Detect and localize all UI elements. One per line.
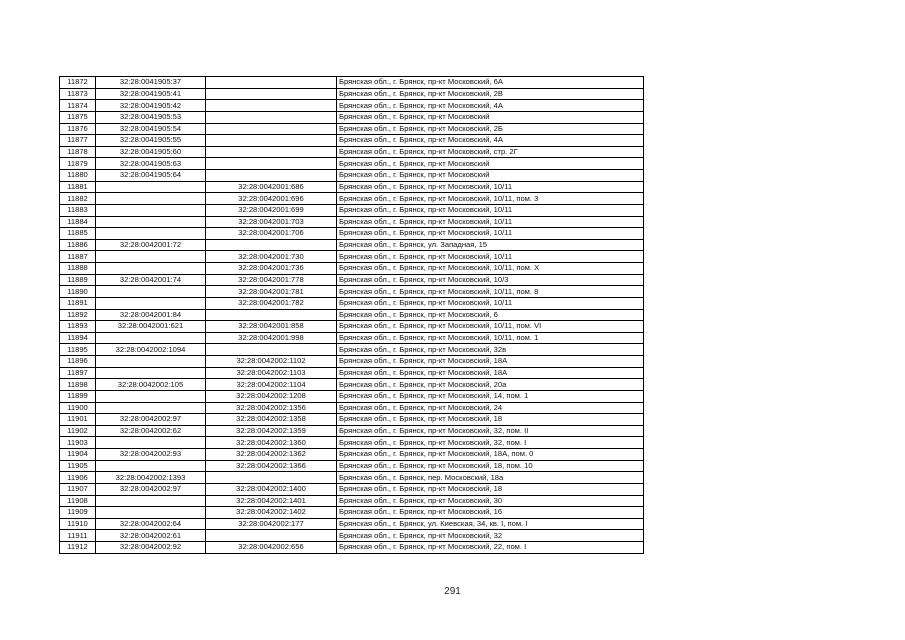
linked-cadastral-number-cell [206, 239, 337, 251]
address-cell: Брянская обл., г. Брянск, пр-кт Московский, 32, пом. II [337, 425, 644, 437]
linked-cadastral-number-cell: 32:28:0042001:696 [206, 193, 337, 205]
table-row [60, 274, 644, 286]
cadastral-number-cell: 32:28:0041905:41 [96, 88, 206, 100]
cadastral-number-cell [96, 286, 206, 298]
linked-cadastral-number-cell [206, 158, 337, 170]
table-row [60, 170, 644, 182]
cadastral-number-cell: 32:28:0041905:63 [96, 158, 206, 170]
cadastral-number-cell: 32:28:0042002:61 [96, 530, 206, 542]
table-row [60, 530, 644, 542]
address-cell: Брянская обл., г. Брянск, пр-кт Московский, 10/11, пом. 1 [337, 332, 644, 344]
cadastral-number-cell [96, 193, 206, 205]
row-number-cell: 11896 [60, 356, 96, 368]
cadastral-number-cell [96, 507, 206, 519]
table-row [60, 309, 644, 321]
cadastral-number-cell [96, 181, 206, 193]
linked-cadastral-number-cell [206, 100, 337, 112]
cadastral-number-cell: 32:28:0041905:55 [96, 135, 206, 147]
address-cell: Брянская обл., г. Брянск, пр-кт Московский, 10/11 [337, 228, 644, 240]
address-cell: Брянская обл., г. Брянск, пр-кт Московский [337, 170, 644, 182]
cadastral-number-cell: 32:28:0042002:1094 [96, 344, 206, 356]
linked-cadastral-number-cell: 32:28:0042002:1402 [206, 507, 337, 519]
cadastral-number-cell [96, 228, 206, 240]
linked-cadastral-number-cell: 32:28:0042001:730 [206, 251, 337, 263]
address-cell: Брянская обл., г. Брянск, пр-кт Московский, 10/11 [337, 181, 644, 193]
table-row [60, 332, 644, 344]
cadastral-number-cell: 32:28:0042002:97 [96, 414, 206, 426]
cadastral-number-cell [96, 390, 206, 402]
table-row [60, 507, 644, 519]
cadastral-number-cell [96, 263, 206, 275]
row-number-cell: 11893 [60, 321, 96, 333]
address-cell: Брянская обл., г. Брянск, пр-кт Московский, 32 [337, 530, 644, 542]
row-number-cell: 11877 [60, 135, 96, 147]
table-row [60, 495, 644, 507]
table-row [60, 181, 644, 193]
linked-cadastral-number-cell: 32:28:0042002:1400 [206, 483, 337, 495]
cadastral-number-cell: 32:28:0042002:64 [96, 518, 206, 530]
linked-cadastral-number-cell: 32:28:0042002:1360 [206, 437, 337, 449]
linked-cadastral-number-cell: 32:28:0042001:998 [206, 332, 337, 344]
table-row [60, 286, 644, 298]
cadastral-number-cell [96, 460, 206, 472]
linked-cadastral-number-cell [206, 146, 337, 158]
linked-cadastral-number-cell [206, 111, 337, 123]
table-row [60, 460, 644, 472]
row-number-cell: 11905 [60, 460, 96, 472]
row-number-cell: 11904 [60, 449, 96, 461]
cadastral-number-cell: 32:28:0042001:74 [96, 274, 206, 286]
cadastral-number-cell [96, 495, 206, 507]
table-row [60, 158, 644, 170]
row-number-cell: 11901 [60, 414, 96, 426]
linked-cadastral-number-cell: 32:28:0042001:699 [206, 204, 337, 216]
table-row [60, 239, 644, 251]
cadastral-number-cell [96, 216, 206, 228]
linked-cadastral-number-cell: 32:28:0042002:1208 [206, 390, 337, 402]
row-number-cell: 11892 [60, 309, 96, 321]
cadastral-number-cell: 32:28:0042002:62 [96, 425, 206, 437]
table-row [60, 472, 644, 484]
address-cell: Брянская обл., г. Брянск, пр-кт Московский, 2Б [337, 123, 644, 135]
address-cell: Брянская обл., г. Брянск, пр-кт Московский, 4А [337, 135, 644, 147]
address-cell: Брянская обл., г. Брянск, пр-кт Московский, 18 [337, 414, 644, 426]
address-cell: Брянская обл., г. Брянск, пр-кт Московский, 6 [337, 309, 644, 321]
address-cell: Брянская обл., г. Брянск, пр-кт Московский, стр. 2Г [337, 146, 644, 158]
linked-cadastral-number-cell [206, 472, 337, 484]
address-cell: Брянская обл., г. Брянск, пр-кт Московский, 24 [337, 402, 644, 414]
row-number-cell: 11898 [60, 379, 96, 391]
row-number-cell: 11884 [60, 216, 96, 228]
row-number-cell: 11878 [60, 146, 96, 158]
row-number-cell: 11902 [60, 425, 96, 437]
table-row [60, 437, 644, 449]
cadastral-number-cell: 32:28:0041905:42 [96, 100, 206, 112]
row-number-cell: 11883 [60, 204, 96, 216]
cadastral-number-cell [96, 437, 206, 449]
row-number-cell: 11911 [60, 530, 96, 542]
row-number-cell: 11885 [60, 228, 96, 240]
linked-cadastral-number-cell [206, 309, 337, 321]
cadastral-number-cell [96, 297, 206, 309]
table-row [60, 228, 644, 240]
table-row [60, 111, 644, 123]
address-cell: Брянская обл., г. Брянск, пр-кт Московский, 18 [337, 483, 644, 495]
row-number-cell: 11888 [60, 263, 96, 275]
table-row [60, 297, 644, 309]
row-number-cell: 11874 [60, 100, 96, 112]
table-row [60, 204, 644, 216]
address-cell: Брянская обл., г. Брянск, пр-кт Московский, 10/11 [337, 216, 644, 228]
linked-cadastral-number-cell: 32:28:0042002:1359 [206, 425, 337, 437]
row-number-cell: 11899 [60, 390, 96, 402]
cadastral-number-cell: 32:28:0041905:37 [96, 77, 206, 89]
cadastral-number-cell: 32:28:0042001:621 [96, 321, 206, 333]
address-cell: Брянская обл., г. Брянск, пр-кт Московский, 32, пом. I [337, 437, 644, 449]
table-row [60, 216, 644, 228]
address-cell: Брянская обл., г. Брянск, пр-кт Московский, 18А, пом. 0 [337, 449, 644, 461]
table-row [60, 542, 644, 554]
row-number-cell: 11894 [60, 332, 96, 344]
address-cell: Брянская обл., г. Брянск, пр-кт Московский, 18А [337, 367, 644, 379]
linked-cadastral-number-cell [206, 77, 337, 89]
linked-cadastral-number-cell: 32:28:0042001:706 [206, 228, 337, 240]
row-number-cell: 11879 [60, 158, 96, 170]
linked-cadastral-number-cell: 32:28:0042002:1104 [206, 379, 337, 391]
linked-cadastral-number-cell: 32:28:0042002:656 [206, 542, 337, 554]
row-number-cell: 11909 [60, 507, 96, 519]
table-row [60, 251, 644, 263]
row-number-cell: 11882 [60, 193, 96, 205]
cadastral-number-cell [96, 332, 206, 344]
table-row [60, 425, 644, 437]
address-cell: Брянская обл., г. Брянск, пр-кт Московский, 22, пом. I [337, 542, 644, 554]
address-cell: Брянская обл., г. Брянск, пр-кт Московский, 10/11, пом. VI [337, 321, 644, 333]
row-number-cell: 11903 [60, 437, 96, 449]
address-cell: Брянская обл., г. Брянск, пр-кт Московский, 20а [337, 379, 644, 391]
cadastral-number-cell: 32:28:0041905:64 [96, 170, 206, 182]
row-number-cell: 11912 [60, 542, 96, 554]
row-number-cell: 11897 [60, 367, 96, 379]
linked-cadastral-number-cell: 32:28:0042002:1358 [206, 414, 337, 426]
cadastral-table [59, 76, 644, 554]
row-number-cell: 11881 [60, 181, 96, 193]
cadastral-number-cell: 32:28:0042002:92 [96, 542, 206, 554]
address-cell: Брянская обл., г. Брянск, пр-кт Московский, 6А [337, 77, 644, 89]
table-row [60, 135, 644, 147]
cadastral-number-cell: 32:28:0042002:97 [96, 483, 206, 495]
linked-cadastral-number-cell [206, 135, 337, 147]
table-row [60, 344, 644, 356]
table-row [60, 390, 644, 402]
linked-cadastral-number-cell: 32:28:0042002:1362 [206, 449, 337, 461]
row-number-cell: 11887 [60, 251, 96, 263]
linked-cadastral-number-cell: 32:28:0042001:858 [206, 321, 337, 333]
table-row [60, 518, 644, 530]
address-cell: Брянская обл., г. Брянск, пер. Московский, 18а [337, 472, 644, 484]
row-number-cell: 11890 [60, 286, 96, 298]
row-number-cell: 11910 [60, 518, 96, 530]
table-row [60, 367, 644, 379]
linked-cadastral-number-cell: 32:28:0042002:1103 [206, 367, 337, 379]
linked-cadastral-number-cell: 32:28:0042002:1366 [206, 460, 337, 472]
linked-cadastral-number-cell [206, 530, 337, 542]
address-cell: Брянская обл., г. Брянск, пр-кт Московский, 4А [337, 100, 644, 112]
address-cell: Брянская обл., г. Брянск, ул. Киевская, 34, кв. I, пом. I [337, 518, 644, 530]
address-cell: Брянская обл., г. Брянск, пр-кт Московский, 14, пом. 1 [337, 390, 644, 402]
address-cell: Брянская обл., г. Брянск, пр-кт Московский, 10/11, пом. X [337, 263, 644, 275]
cadastral-number-cell [96, 356, 206, 368]
linked-cadastral-number-cell: 32:28:0042001:703 [206, 216, 337, 228]
row-number-cell: 11889 [60, 274, 96, 286]
address-cell: Брянская обл., г. Брянск, пр-кт Московский, 2В [337, 88, 644, 100]
page-number: 291 [444, 586, 461, 597]
cadastral-number-cell [96, 402, 206, 414]
address-cell: Брянская обл., г. Брянск, пр-кт Московский, 16 [337, 507, 644, 519]
row-number-cell: 11900 [60, 402, 96, 414]
table-row [60, 483, 644, 495]
address-cell: Брянская обл., г. Брянск, пр-кт Московский, 30 [337, 495, 644, 507]
cadastral-number-cell: 32:28:0042001:84 [96, 309, 206, 321]
row-number-cell: 11891 [60, 297, 96, 309]
table-row [60, 146, 644, 158]
cadastral-number-cell: 32:28:0041905:60 [96, 146, 206, 158]
row-number-cell: 11875 [60, 111, 96, 123]
cadastral-number-cell: 32:28:0042001:72 [96, 239, 206, 251]
linked-cadastral-number-cell: 32:28:0042002:1102 [206, 356, 337, 368]
table-row [60, 356, 644, 368]
address-cell: Брянская обл., г. Брянск, пр-кт Московский, 10/11 [337, 251, 644, 263]
cadastral-number-cell: 32:28:0041905:53 [96, 111, 206, 123]
address-cell: Брянская обл., г. Брянск, пр-кт Московский [337, 158, 644, 170]
table-row [60, 321, 644, 333]
linked-cadastral-number-cell [206, 344, 337, 356]
linked-cadastral-number-cell [206, 123, 337, 135]
table-row [60, 379, 644, 391]
linked-cadastral-number-cell: 32:28:0042001:778 [206, 274, 337, 286]
table-row [60, 263, 644, 275]
address-cell: Брянская обл., г. Брянск, пр-кт Московский, 32в [337, 344, 644, 356]
table-row [60, 414, 644, 426]
cadastral-number-cell [96, 204, 206, 216]
linked-cadastral-number-cell: 32:28:0042001:736 [206, 263, 337, 275]
address-cell: Брянская обл., г. Брянск, пр-кт Московский, 18А [337, 356, 644, 368]
cadastral-number-cell [96, 251, 206, 263]
linked-cadastral-number-cell [206, 170, 337, 182]
row-number-cell: 11907 [60, 483, 96, 495]
linked-cadastral-number-cell: 32:28:0042002:177 [206, 518, 337, 530]
address-cell: Брянская обл., г. Брянск, пр-кт Московский, 10/11 [337, 297, 644, 309]
linked-cadastral-number-cell: 32:28:0042001:782 [206, 297, 337, 309]
cadastral-number-cell: 32:28:0042002:1393 [96, 472, 206, 484]
cadastral-number-cell: 32:28:0042002:93 [96, 449, 206, 461]
address-cell: Брянская обл., г. Брянск, пр-кт Московский, 10/11, пом. 8 [337, 286, 644, 298]
table-row [60, 193, 644, 205]
linked-cadastral-number-cell: 32:28:0042001:686 [206, 181, 337, 193]
table-row [60, 77, 644, 89]
cadastral-number-cell [96, 367, 206, 379]
row-number-cell: 11876 [60, 123, 96, 135]
address-cell: Брянская обл., г. Брянск, пр-кт Московский [337, 111, 644, 123]
table-row [60, 123, 644, 135]
row-number-cell: 11880 [60, 170, 96, 182]
cadastral-number-cell: 32:28:0042002:105 [96, 379, 206, 391]
address-cell: Брянская обл., г. Брянск, пр-кт Московский, 10/11 [337, 204, 644, 216]
table-body [60, 77, 644, 554]
cadastral-number-cell: 32:28:0041905:54 [96, 123, 206, 135]
linked-cadastral-number-cell: 32:28:0042001:781 [206, 286, 337, 298]
linked-cadastral-number-cell: 32:28:0042002:1356 [206, 402, 337, 414]
row-number-cell: 11873 [60, 88, 96, 100]
address-cell: Брянская обл., г. Брянск, пр-кт Московский, 18, пом. 10 [337, 460, 644, 472]
table-row [60, 88, 644, 100]
row-number-cell: 11872 [60, 77, 96, 89]
address-cell: Брянская обл., г. Брянск, пр-кт Московский, 10/11, пом. 3 [337, 193, 644, 205]
row-number-cell: 11886 [60, 239, 96, 251]
table-row [60, 449, 644, 461]
address-cell: Брянская обл., г. Брянск, ул. Западная, 15 [337, 239, 644, 251]
row-number-cell: 11895 [60, 344, 96, 356]
table-row [60, 402, 644, 414]
linked-cadastral-number-cell [206, 88, 337, 100]
row-number-cell: 11908 [60, 495, 96, 507]
address-cell: Брянская обл., г. Брянск, пр-кт Московский, 10/3 [337, 274, 644, 286]
table-row [60, 100, 644, 112]
linked-cadastral-number-cell: 32:28:0042002:1401 [206, 495, 337, 507]
row-number-cell: 11906 [60, 472, 96, 484]
